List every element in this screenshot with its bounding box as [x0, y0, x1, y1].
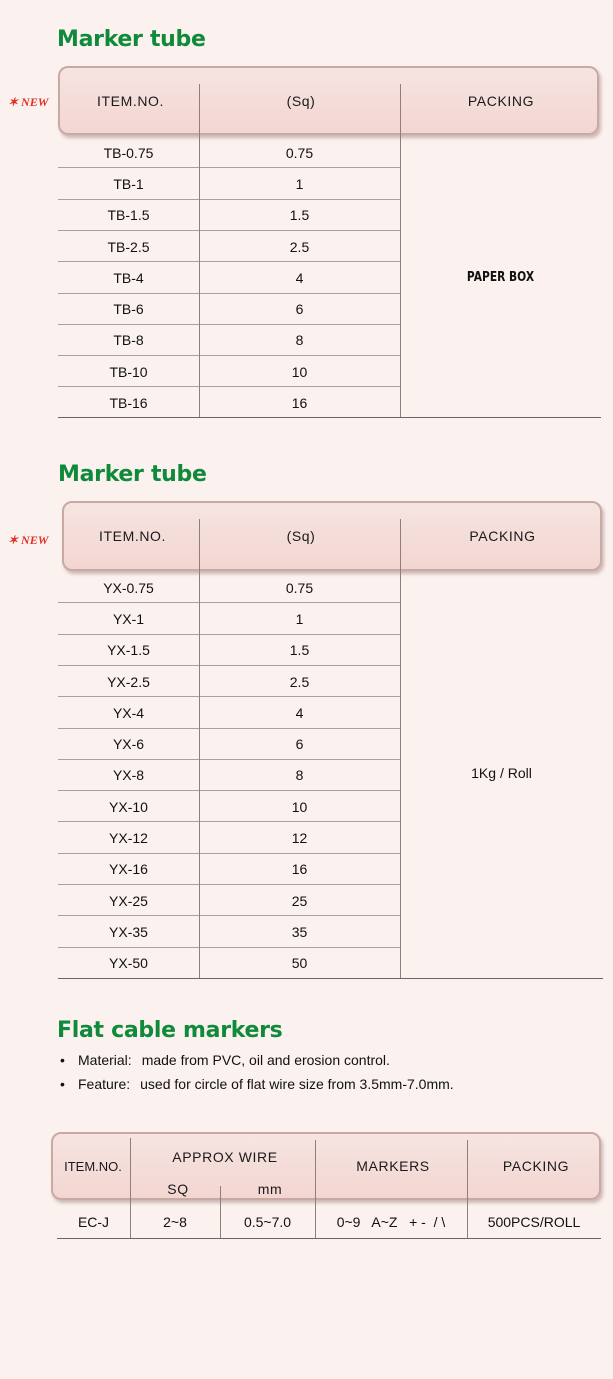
sq-cell: 0.75 [285, 144, 314, 161]
item-no-cell: TB-8 [113, 332, 144, 349]
sq-cell: 10 [291, 363, 308, 380]
item-no-cell: YX-25 [109, 892, 148, 909]
table1-header [58, 66, 599, 135]
row-markers: 0~9 A~Z + - / \ [336, 1214, 446, 1230]
item-no-cell: TB-2.5 [107, 238, 150, 255]
sq-cell: 4 [295, 269, 304, 286]
item-no-cell: YX-0.75 [103, 579, 154, 596]
item-no-cell: YX-2.5 [107, 673, 150, 690]
sq-cell: 1 [295, 610, 304, 627]
table2-header [62, 501, 602, 571]
sq-cell: 2.5 [289, 673, 310, 690]
table3-header [51, 1132, 601, 1200]
item-no-cell: YX-4 [112, 704, 145, 721]
sq-cell: 1 [295, 175, 304, 192]
sq-cell: 50 [291, 955, 308, 972]
item-no-cell: YX-8 [112, 767, 145, 784]
sq-cell: 16 [291, 861, 308, 878]
header-approx-wire: APPROX WIRE [172, 1149, 278, 1165]
row-mm: 0.5~7.0 [243, 1214, 292, 1230]
sq-cell: 25 [291, 892, 308, 909]
sq-cell: 2.5 [289, 238, 310, 255]
sq-cell: 10 [291, 798, 308, 815]
item-no-cell: TB-6 [113, 301, 144, 318]
sq-cell: 6 [295, 736, 304, 753]
row-sq: 2~8 [163, 1214, 187, 1230]
header-markers: MARKERS [356, 1158, 430, 1174]
new-tag: ✶ NEW [8, 533, 49, 547]
item-no-cell: YX-35 [109, 923, 148, 940]
header-packing: PACKING [502, 1158, 570, 1174]
header-sq: SQ [167, 1181, 189, 1197]
sq-cell: 8 [295, 332, 304, 349]
item-no-cell: YX-10 [109, 798, 148, 815]
header-packing: PACKING [469, 528, 536, 544]
row-item: EC-J [77, 1214, 110, 1230]
sq-cell: 16 [291, 395, 308, 412]
bullet-material: • Material: made from PVC, oil and erosion control. [60, 1052, 390, 1068]
item-no-cell: YX-50 [109, 955, 148, 972]
sq-cell: 1.5 [289, 207, 310, 224]
section-title-flat-cable-markers: Flat cable markers [57, 1018, 283, 1043]
item-no-cell: TB-0.75 [103, 144, 154, 161]
section-title-marker-tube-2: Marker tube [58, 462, 207, 487]
item-no-cell: YX-1 [112, 610, 145, 627]
section-title-marker-tube-1: Marker tube [57, 27, 206, 52]
new-tag: ✶ NEW [8, 95, 49, 109]
sq-cell: 1.5 [289, 642, 310, 659]
header-sq: (Sq) [286, 528, 316, 544]
header-mm: mm [257, 1181, 283, 1197]
item-no-cell: YX-6 [112, 736, 145, 753]
sq-cell: 35 [291, 923, 308, 940]
row-packing: 500PCS/ROLL [487, 1214, 581, 1230]
item-no-cell: TB-10 [109, 363, 148, 380]
header-packing: PACKING [467, 92, 535, 109]
item-no-cell: TB-16 [109, 395, 148, 412]
sq-cell: 6 [295, 301, 304, 318]
sq-cell: 8 [295, 767, 304, 784]
packing-value-2: 1Kg / Roll [471, 765, 532, 781]
item-no-cell: TB-4 [113, 269, 144, 286]
header-item-no: ITEM.NO. [64, 1158, 122, 1174]
item-no-cell: YX-1.5 [107, 642, 150, 659]
item-no-cell: YX-12 [109, 830, 148, 847]
item-no-cell: TB-1.5 [107, 207, 150, 224]
sq-cell: 4 [295, 704, 304, 721]
sq-cell: 12 [291, 830, 308, 847]
packing-value-1: PAPER BOX [466, 269, 535, 285]
item-no-cell: TB-1 [113, 175, 144, 192]
sq-cell: 0.75 [285, 579, 314, 596]
header-sq: (Sq) [286, 92, 316, 109]
header-item-no: ITEM.NO. [96, 92, 165, 109]
header-item-no: ITEM.NO. [98, 528, 167, 544]
feature-list [60, 1048, 454, 1096]
bullet-feature: • Feature: used for circle of flat wire size from 3.5mm-7.0mm. [60, 1076, 454, 1092]
item-no-cell: YX-16 [109, 861, 148, 878]
